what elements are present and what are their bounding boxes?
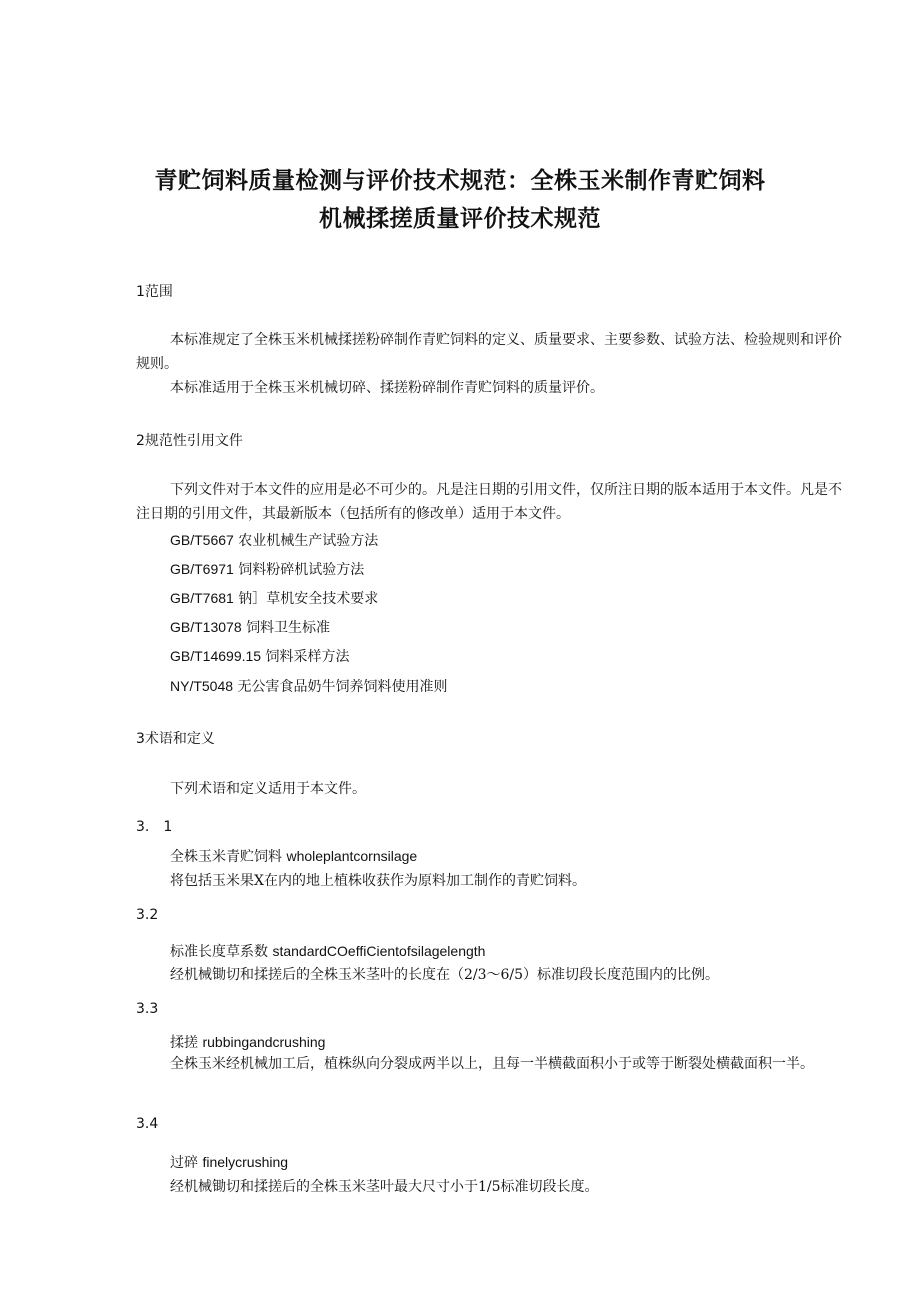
reference-item xyxy=(170,646,350,666)
term-name: 揉搓 xyxy=(170,1035,198,1051)
section-3-intro: 下列术语和定义适用于本文件。 xyxy=(170,781,366,797)
document-title-line-1: 青贮饲料质量检测与评价技术规范：全株玉米制作青贮饲料 xyxy=(154,168,766,194)
section-1-heading: 1范围 xyxy=(136,284,173,300)
reference-item xyxy=(170,617,330,637)
term-title xyxy=(170,1032,325,1052)
term-number: 3. 1 xyxy=(136,819,173,835)
term-name: 全株玉米青贮饲料 xyxy=(170,849,282,865)
term-definition: 将包括玉米果X在内的地上植株收获作为原料加工制作的青贮饲料。 xyxy=(170,873,586,889)
term-definition: 全株玉米经机械加工后，植株纵向分裂成两半以上，且每一半横截面积小于或等于断裂处横截面积一半。 xyxy=(170,1056,814,1072)
document-title-line-2: 机械揉搓质量评价技术规范 xyxy=(319,206,601,232)
reference-code: GB/T7681 xyxy=(170,590,234,606)
term-number: 3.2 xyxy=(136,907,159,923)
reference-code: GB/T5667 xyxy=(170,532,234,548)
reference-item xyxy=(170,676,448,696)
reference-name: 饲料粉碎机试验方法 xyxy=(238,562,365,578)
reference-item xyxy=(170,530,378,550)
term-number: 3.3 xyxy=(136,1001,159,1017)
term-english: finelycrushing xyxy=(202,1154,289,1170)
reference-name: 无公害食品奶牛饲养饲料使用准则 xyxy=(237,679,448,695)
term-title xyxy=(170,1152,288,1172)
reference-code: GB/T14699.15 xyxy=(170,648,262,664)
section-1-paragraph-1: 本标准规定了全株玉米机械揉搓粉碎制作青贮饲料的定义、质量要求、主要参数、试验方法、检验规则和评价规则。 xyxy=(136,332,842,372)
reference-name: 钠］草机安全技术要求 xyxy=(238,591,379,607)
reference-code: GB/T13078 xyxy=(170,619,242,635)
term-english: rubbingandcrushing xyxy=(202,1034,326,1050)
term-english: wholeplantcornsilage xyxy=(286,848,418,864)
section-2-heading: 2规范性引用文件 xyxy=(136,433,243,449)
reference-code: GB/T6971 xyxy=(170,561,234,577)
section-2-paragraph-1: 下列文件对于本文件的应用是必不可少的。凡是注日期的引用文件，仅所注日期的版本适用于本文件。凡是不注日期的引用文件，其最新版本（包括所有的修改单）适用于本文件。 xyxy=(136,482,842,522)
term-title xyxy=(170,846,417,866)
reference-name: 饲料采样方法 xyxy=(265,649,350,665)
term-title xyxy=(170,941,485,961)
term-definition: 经机械锄切和揉搓后的全株玉米茎叶最大尺寸小于1/5标准切段长度。 xyxy=(170,1179,599,1195)
term-name: 标准长度草系数 xyxy=(170,944,268,960)
reference-name: 饲料卫生标准 xyxy=(246,620,331,636)
term-name: 过碎 xyxy=(170,1155,198,1171)
reference-item xyxy=(170,559,364,579)
section-1-paragraph-2: 本标准适用于全株玉米机械切碎、揉搓粉碎制作青贮饲料的质量评价。 xyxy=(170,380,604,396)
reference-code: NY/T5048 xyxy=(170,678,234,694)
term-english: standardCOeffiCientofsilagelength xyxy=(272,943,486,959)
reference-item xyxy=(170,588,378,608)
section-3-heading: 3术语和定义 xyxy=(136,731,215,747)
term-definition: 经机械锄切和揉搓后的全株玉米茎叶的长度在（2/3～6/5）标准切段长度范围内的比例。 xyxy=(170,967,720,983)
term-number: 3.4 xyxy=(136,1116,159,1132)
reference-name: 农业机械生产试验方法 xyxy=(238,533,379,549)
